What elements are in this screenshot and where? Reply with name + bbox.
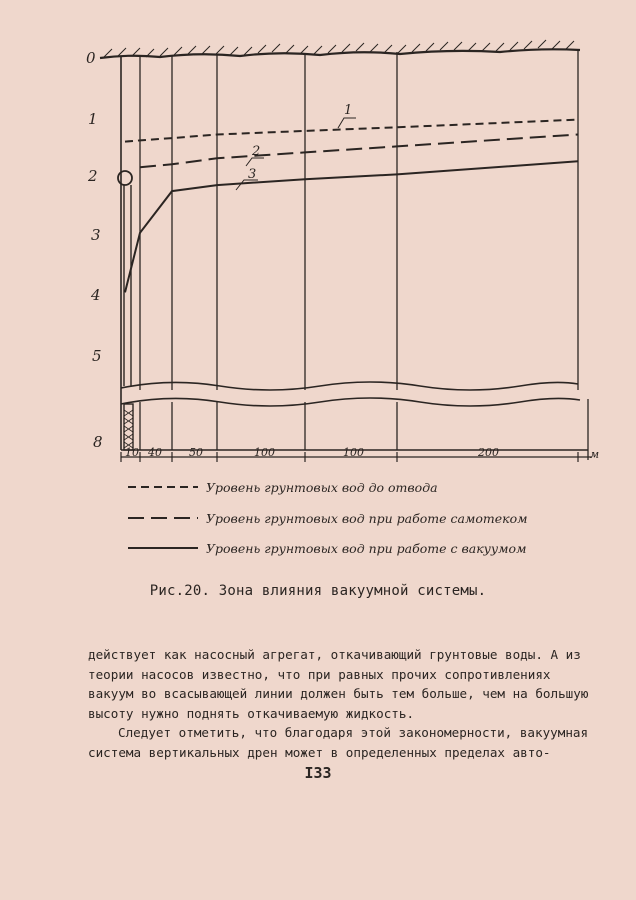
- lower-gridlines: [140, 399, 588, 460]
- drain-head: [118, 171, 132, 185]
- ground-hatching: [104, 40, 574, 57]
- curve-label-1: [338, 103, 356, 128]
- depth-tick-label: 4: [91, 286, 101, 304]
- axis-unit-label: м: [590, 448, 600, 461]
- legend-label-2: Уровень грунтовых вод при работе самотеком: [206, 511, 528, 526]
- leader-2: [246, 158, 264, 166]
- curve-label-text: 1: [344, 103, 353, 118]
- segment-label: 100: [254, 446, 275, 459]
- segment-label: 200: [478, 446, 499, 459]
- depth-tick-label: 1: [88, 110, 98, 128]
- legend: [128, 480, 527, 556]
- segment-label: 40: [148, 446, 162, 459]
- segment-label: 50: [189, 446, 203, 459]
- upper-gridlines: [140, 49, 578, 390]
- curve-label-text: 3: [248, 167, 257, 182]
- leader-1: [338, 118, 356, 128]
- break-line-bottom: [121, 398, 580, 406]
- depth-tick-label: 5: [92, 347, 102, 365]
- filter-hatching: [124, 410, 133, 448]
- curve-gravity-drainage: [140, 135, 578, 168]
- depth-tick-label: 8: [93, 433, 103, 451]
- paragraph: Следует отметить, что благодаря этой закономерности, вакуумная система вертикальных дрен может в определенных пределах авто-: [88, 725, 589, 760]
- depth-tick-label: 2: [88, 167, 98, 185]
- body-text: [88, 645, 603, 762]
- curve-vacuum-drainage: [125, 161, 578, 292]
- segment-label: 100: [343, 446, 364, 459]
- depth-tick-labels: [86, 49, 103, 451]
- segment-label: 10: [125, 446, 139, 459]
- paragraph: действует как насосный агрегат, откачивающий грунтовые воды. А из теории насосов известно, что при равных прочих сопротивлениях вакуум во всасывающей линии должен быть тем больше, чем на большую высоту нужно поднять откачиваемую жидкость.: [88, 647, 589, 721]
- depth-tick-label: 3: [91, 226, 101, 244]
- segment-labels: [125, 446, 599, 461]
- legend-label-3: Уровень грунтовых вод при работе с вакуумом: [206, 541, 527, 556]
- depth-tick-label: 0: [86, 49, 96, 67]
- break-line-top: [121, 382, 578, 390]
- legend-label-1: Уровень грунтовых вод до отвода: [206, 480, 438, 495]
- curve-label-3: [236, 167, 258, 190]
- curve-label-text: 2: [252, 144, 261, 159]
- figure-caption: Рис.20. Зона влияния вакуумной системы.: [149, 583, 487, 599]
- page-number: I33: [304, 764, 332, 782]
